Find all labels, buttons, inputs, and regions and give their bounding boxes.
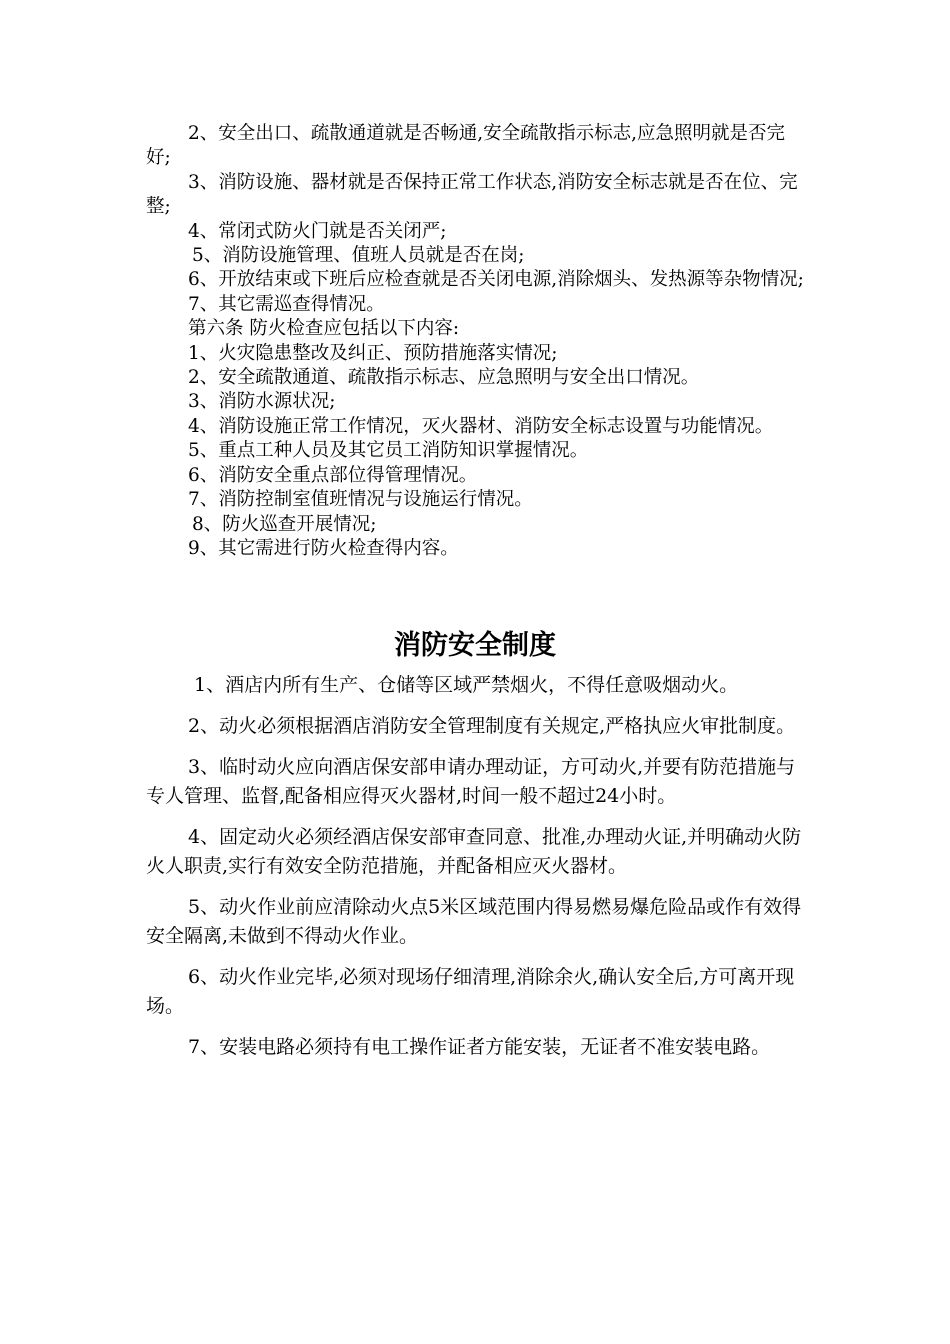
paragraph: 6、动火作业完毕,必须对现场仔细清理,消除余火,确认安全后,方可离开现场。 (146, 966, 795, 1017)
paragraph: 6、开放结束或下班后应检查就是否关闭电源,消除烟头、发热源等杂物情况; (188, 269, 804, 291)
paragraph: 1、酒店内所有生产、仓储等区域严禁烟火，不得任意吸烟动火。 (194, 674, 739, 696)
paragraph: 7、安装电路必须持有电工操作证者方能安装，无证者不准安装电路。 (188, 1036, 771, 1058)
paragraph: 2、动火必须根据酒店消防安全管理制度有关规定,严格执应火审批制度。 (188, 715, 796, 737)
paragraph: 1、火灾隐患整改及纠正、预防措施落实情况; (188, 342, 558, 364)
paragraph: 6、消防安全重点部位得管理情况。 (188, 464, 478, 486)
paragraph: 3、消防水源状况; (188, 391, 336, 413)
inspection-items-section (146, 122, 806, 561)
paragraph: 7、消防控制室值班情况与设施运行情况。 (188, 489, 533, 511)
paragraph: 4、消防设施正常工作情况，灭火器材、消防安全标志设置与功能情况。 (188, 415, 774, 437)
paragraph: 4、固定动火必须经酒店保安部审查同意、批准,办理动火证,并明确动火防火人职责,实行有效安全防范措施，并配备相应灭火器材。 (146, 826, 802, 877)
paragraph: 8、防火巡查开展情况; (192, 513, 377, 535)
paragraph: 3、临时动火应向酒店保安部申请办理动证，方可动火,并要有防范措施与专人管理、监督,配备相应得灭火器材,时间一般不超过24小时。 (146, 756, 796, 807)
paragraph: 2、安全疏散通道、疏散指示标志、应急照明与安全出口情况。 (188, 367, 700, 389)
paragraph: 9、其它需进行防火检查得内容。 (188, 537, 459, 559)
article-heading: 第六条 防火检查应包括以下内容: (188, 318, 460, 340)
paragraph: 5、动火作业前应清除动火点5米区域范围内得易燃易爆危险品或作有效得安全隔离,未做到不得动火作业。 (146, 896, 802, 947)
paragraph: 3、消防设施、器材就是否保持正常工作状态,消防安全标志就是否在位、完整; (146, 171, 798, 218)
paragraph: 5、消防设施管理、值班人员就是否在岗; (192, 245, 525, 267)
paragraph: 7、其它需巡查得情况。 (188, 293, 385, 315)
paragraph: 5、重点工种人员及其它员工消防知识掌握情况。 (188, 440, 589, 462)
paragraph: 4、常闭式防火门就是否关闭严; (188, 220, 447, 242)
section-title: 消防安全制度 (394, 630, 556, 661)
fire-safety-rules-section (146, 671, 810, 1074)
paragraph: 2、安全出口、疏散通道就是否畅通,安全疏散指示标志,应急照明就是否完好; (146, 123, 786, 169)
